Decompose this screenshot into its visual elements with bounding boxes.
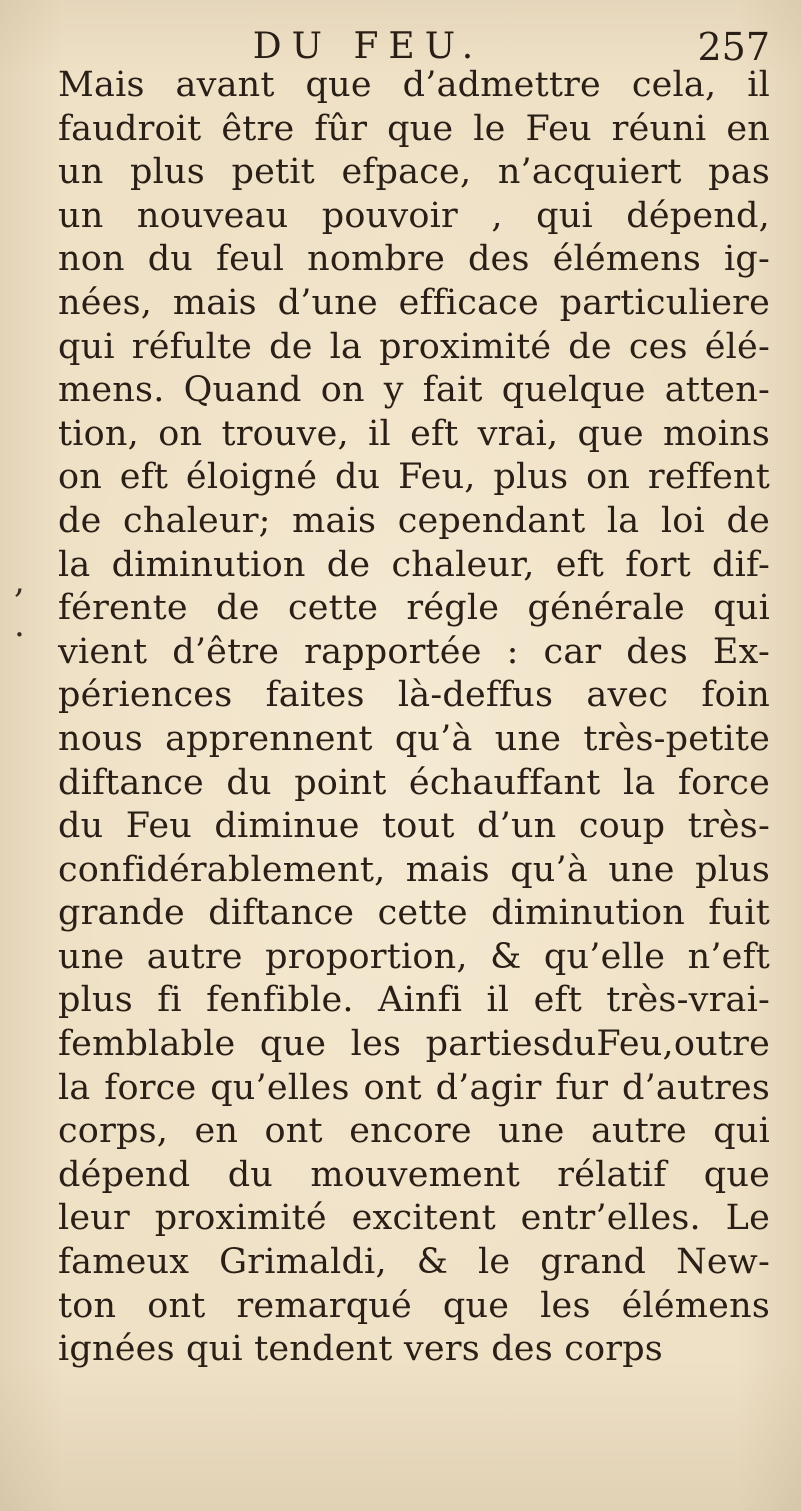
text-line: un plus petit efpace, n’acquiert pas bbox=[58, 152, 770, 193]
text-line: vient d’être rapportée : car des Ex- bbox=[58, 631, 770, 672]
text-line: de chaleur; mais cependant la loi de bbox=[58, 500, 770, 541]
text-line: corps, en ont encore une autre qui bbox=[58, 1111, 770, 1152]
text-line: femblable que les partiesduFeu,outre bbox=[58, 1024, 770, 1065]
text-line: périences faites là-deffus avec foin bbox=[58, 675, 770, 716]
text-line: férente de cette régle générale qui bbox=[58, 588, 770, 629]
text-line: non du feul nombre des élémens ig- bbox=[58, 239, 770, 280]
text-line: ignées qui tendent vers des corps bbox=[58, 1329, 663, 1370]
text-line: faudroit être fûr que le Feu réuni en bbox=[58, 108, 770, 149]
text-line: leur proximité excitent entr’elles. Le bbox=[58, 1198, 770, 1239]
text-line: nous apprennent qu’à une très-petite bbox=[58, 718, 770, 759]
text-line: dépend du mouvement rélatif que bbox=[58, 1154, 770, 1195]
body-text bbox=[58, 64, 770, 1372]
text-line: mens. Quand on y fait quelque atten- bbox=[58, 370, 770, 411]
text-line: un nouveau pouvoir , qui dépend, bbox=[58, 195, 770, 236]
text-line: nées, mais d’une efficace particuliere bbox=[58, 282, 770, 323]
margin-marks bbox=[14, 560, 25, 647]
text-line: grande diftance cette diminution fuit bbox=[58, 893, 770, 934]
text-line: qui réfulte de la proximité de ces élé- bbox=[58, 326, 770, 367]
text-line: on eft éloigné du Feu, plus on reffent bbox=[58, 457, 770, 498]
text-line: Mais avant que d’admettre cela, il bbox=[58, 65, 770, 105]
text-line: une autre proportion, & qu’elle n’eft bbox=[58, 936, 770, 977]
text-line: confidérablement, mais qu’à une plus bbox=[58, 849, 770, 890]
running-title: DU FEU. bbox=[252, 26, 484, 67]
text-line: diftance du point échauffant la force bbox=[58, 762, 770, 803]
margin-mark: , bbox=[14, 561, 25, 601]
text-line: tion, on trouve, il eft vrai, que moins bbox=[58, 413, 770, 454]
text-line: fameux Grimaldi, & le grand New- bbox=[58, 1242, 770, 1283]
margin-mark: . bbox=[14, 604, 25, 645]
text-line: la force qu’elles ont d’agir fur d’autres bbox=[58, 1067, 770, 1108]
text-line: plus fi fenfible. Ainfi il eft très-vrai- bbox=[58, 980, 770, 1021]
text-line: ton ont remarqué que les élémens bbox=[58, 1285, 770, 1326]
text-line: la diminution de chaleur, eft fort dif- bbox=[58, 544, 770, 585]
page-number: 257 bbox=[697, 25, 770, 69]
text-line: du Feu diminue tout d’un coup très- bbox=[58, 806, 770, 847]
